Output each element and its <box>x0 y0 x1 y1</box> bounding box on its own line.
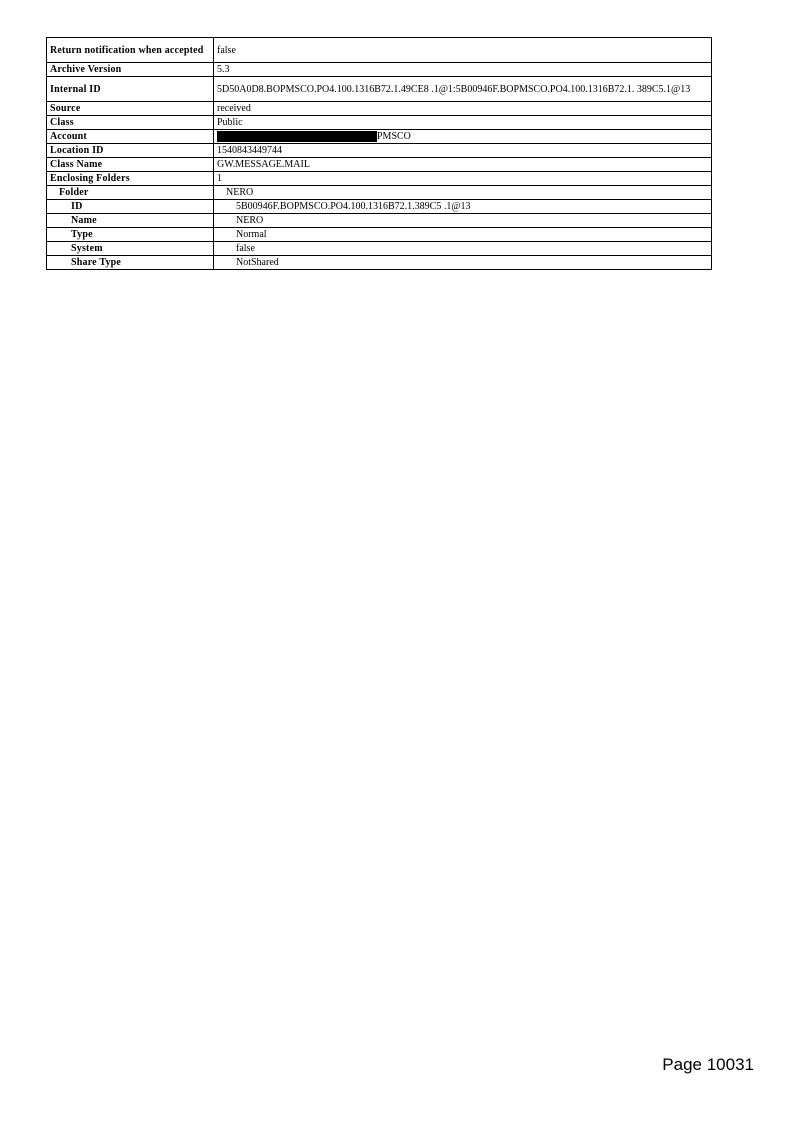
property-key: Enclosing Folders <box>47 172 214 186</box>
table-row <box>47 242 712 256</box>
property-value: 5.3 <box>214 63 712 77</box>
redaction-bar <box>217 131 377 142</box>
property-key: Archive Version <box>47 63 214 77</box>
table-row <box>47 214 712 228</box>
property-key: ID <box>47 200 214 214</box>
property-value: Public <box>214 116 712 130</box>
property-value: false <box>214 38 712 63</box>
property-value: NERO <box>214 214 712 228</box>
property-value-account <box>214 130 712 144</box>
property-value: false <box>214 242 712 256</box>
property-key: Return notification when accepted <box>47 38 214 63</box>
property-value: GW.MESSAGE.MAIL <box>214 158 712 172</box>
property-value: 5B00946F.BOPMSCO.PO4.100.1316B72.1.389C5 .1@13 <box>214 200 712 214</box>
table-row <box>47 256 712 270</box>
properties-table <box>46 37 712 270</box>
table-row <box>47 38 712 63</box>
property-value: 1540843449744 <box>214 144 712 158</box>
table-row <box>47 172 712 186</box>
property-key: Class Name <box>47 158 214 172</box>
property-key: Class <box>47 116 214 130</box>
table-row <box>47 200 712 214</box>
table-row <box>47 77 712 102</box>
table-row <box>47 144 712 158</box>
table-row <box>47 228 712 242</box>
table-row <box>47 63 712 77</box>
property-key: Share Type <box>47 256 214 270</box>
property-value: NERO <box>214 186 712 200</box>
page-number: Page 10031 <box>662 1055 754 1074</box>
table-row <box>47 186 712 200</box>
property-value: 5D50A0D8.BOPMSCO.PO4.100.1316B72.1.49CE8 .1@1:5B00946F.BOPMSCO.PO4.100.1316B72.1. 389C5.1@13 <box>214 77 712 102</box>
property-value: 1 <box>214 172 712 186</box>
property-value: Normal <box>214 228 712 242</box>
property-key: Type <box>47 228 214 242</box>
property-key: Account <box>47 130 214 144</box>
table-row <box>47 130 712 144</box>
property-value: NotShared <box>214 256 712 270</box>
property-key: Source <box>47 102 214 116</box>
account-value: PMSCO <box>377 131 411 142</box>
table-row <box>47 116 712 130</box>
property-key: Name <box>47 214 214 228</box>
table-row <box>47 102 712 116</box>
table-row <box>47 158 712 172</box>
property-key: Folder <box>47 186 214 200</box>
property-key: Internal ID <box>47 77 214 102</box>
property-key: System <box>47 242 214 256</box>
property-key: Location ID <box>47 144 214 158</box>
property-value: received <box>214 102 712 116</box>
